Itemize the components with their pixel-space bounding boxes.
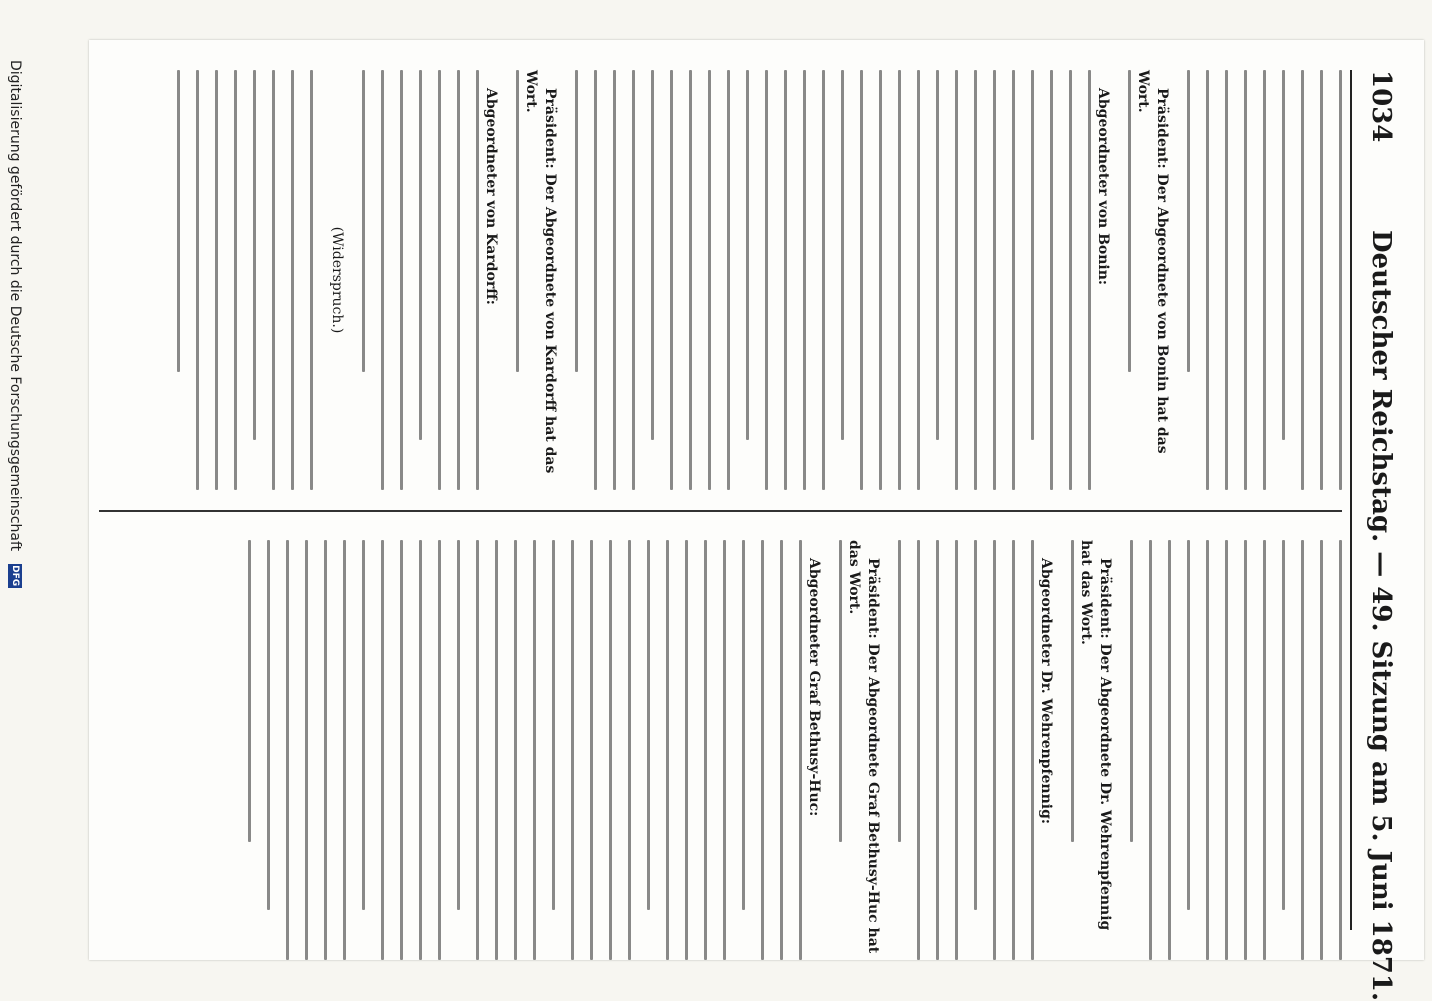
text-line bbox=[708, 70, 711, 490]
text-line bbox=[1149, 540, 1152, 960]
digitization-imprint bbox=[2, 60, 28, 940]
text-line bbox=[381, 70, 384, 490]
speaker-paragraph bbox=[327, 70, 346, 490]
text-line bbox=[727, 70, 730, 490]
illegible-text-lines bbox=[1130, 540, 1342, 960]
text-line bbox=[400, 540, 403, 960]
text-line bbox=[1069, 70, 1072, 490]
text-line bbox=[689, 70, 692, 490]
scanned-page bbox=[89, 40, 1424, 1001]
interjection-note: (Widerspruch.) bbox=[329, 226, 345, 334]
text-line bbox=[594, 70, 597, 490]
speaker-attribution: Präsident: Der Abgeordnete von Kardorff hat das Wort. bbox=[523, 70, 558, 474]
text-line bbox=[1244, 70, 1247, 490]
speaker-paragraph bbox=[1128, 70, 1171, 490]
text-line bbox=[1263, 540, 1266, 960]
text-line bbox=[1031, 70, 1034, 440]
text-line bbox=[780, 540, 783, 960]
illegible-text-lines bbox=[575, 70, 1091, 490]
text-line bbox=[974, 540, 977, 910]
speaker-paragraph bbox=[248, 540, 823, 960]
illegible-text-lines bbox=[177, 70, 313, 490]
text-line bbox=[1050, 70, 1053, 490]
speaker-attribution: Abgeordneter Graf Bethusy-Huc: bbox=[806, 558, 822, 817]
speaker-attribution: Abgeordneter von Bonin: bbox=[1095, 88, 1111, 286]
text-line bbox=[974, 70, 977, 490]
text-line bbox=[685, 540, 688, 960]
text-line bbox=[324, 540, 327, 960]
text-line bbox=[1168, 540, 1171, 960]
dfg-logo: DFG bbox=[10, 565, 20, 587]
text-line bbox=[516, 70, 519, 372]
text-line bbox=[1130, 540, 1133, 842]
text-line bbox=[628, 540, 631, 960]
text-line bbox=[1012, 540, 1015, 960]
text-line bbox=[647, 540, 650, 910]
text-line bbox=[1225, 70, 1228, 490]
speaker-paragraph bbox=[362, 70, 500, 490]
text-line bbox=[1339, 70, 1342, 490]
text-line bbox=[670, 70, 673, 490]
illegible-text-lines bbox=[248, 540, 802, 960]
text-line bbox=[803, 70, 806, 490]
text-line bbox=[1282, 540, 1285, 910]
text-line bbox=[860, 70, 863, 490]
text-line bbox=[1301, 540, 1304, 960]
speaker-paragraph bbox=[1071, 540, 1114, 960]
text-line bbox=[765, 70, 768, 490]
text-line bbox=[533, 540, 536, 960]
text-line bbox=[362, 70, 365, 372]
speaker-attribution: Präsident: Der Abgeordnete Graf Bethusy-Huc hat das Wort. bbox=[846, 540, 881, 954]
speaker-attribution: Präsident: Der Abgeordnete Dr. Wehrenpfennig hat das Wort. bbox=[1078, 540, 1113, 931]
text-line bbox=[1187, 70, 1190, 372]
text-line bbox=[575, 70, 578, 372]
text-line bbox=[1225, 540, 1228, 960]
text-line bbox=[272, 70, 275, 490]
page-header bbox=[1350, 70, 1404, 1001]
illegible-text-lines bbox=[839, 540, 842, 960]
page-number: 1034 bbox=[1366, 70, 1396, 143]
text-line bbox=[746, 70, 749, 440]
text-line bbox=[651, 70, 654, 440]
text-line bbox=[955, 70, 958, 490]
illegible-text-lines bbox=[516, 70, 519, 490]
text-line bbox=[305, 540, 308, 960]
text-line bbox=[343, 540, 346, 960]
text-line bbox=[590, 540, 593, 960]
text-line bbox=[419, 540, 422, 960]
text-line bbox=[310, 70, 313, 490]
text-line bbox=[457, 540, 460, 910]
text-line bbox=[936, 540, 939, 960]
text-line bbox=[476, 70, 479, 490]
text-line bbox=[514, 540, 517, 960]
text-line bbox=[438, 540, 441, 960]
text-line bbox=[799, 540, 802, 960]
text-line bbox=[419, 70, 422, 440]
text-line bbox=[1282, 70, 1285, 440]
text-line bbox=[1244, 540, 1247, 960]
text-line bbox=[761, 540, 764, 960]
text-line bbox=[400, 70, 403, 490]
speaker-paragraph bbox=[516, 70, 559, 490]
text-paragraph bbox=[177, 70, 313, 490]
speaker-paragraph bbox=[898, 540, 1055, 960]
speaker-attribution: Abgeordneter von Kardorff: bbox=[483, 88, 499, 305]
text-line bbox=[571, 540, 574, 960]
text-line bbox=[267, 540, 270, 910]
illegible-text-lines bbox=[1187, 70, 1342, 490]
text-line bbox=[286, 540, 289, 960]
text-line bbox=[457, 70, 460, 490]
text-line bbox=[1088, 70, 1091, 490]
illegible-text-lines bbox=[898, 540, 1034, 960]
text-line bbox=[784, 70, 787, 490]
text-line bbox=[1263, 70, 1266, 490]
text-line bbox=[248, 540, 251, 842]
text-line bbox=[917, 70, 920, 490]
text-line bbox=[936, 70, 939, 440]
text-line bbox=[196, 70, 199, 490]
text-line bbox=[704, 540, 707, 960]
illegible-text-lines bbox=[362, 70, 479, 490]
illegible-text-lines bbox=[1071, 540, 1074, 960]
text-line bbox=[362, 540, 365, 910]
text-line bbox=[917, 540, 920, 960]
text-paragraph bbox=[1130, 540, 1342, 960]
text-line bbox=[1012, 70, 1015, 490]
running-title: Deutscher Reichstag. — 49. Sitzung am 5. Juni 1871. bbox=[1366, 230, 1396, 1001]
text-column-left bbox=[99, 70, 1342, 490]
text-line bbox=[898, 540, 901, 842]
text-line bbox=[613, 70, 616, 490]
text-line bbox=[438, 70, 441, 490]
text-line bbox=[234, 70, 237, 490]
text-line bbox=[1187, 540, 1190, 910]
text-line bbox=[841, 70, 844, 440]
text-line bbox=[552, 540, 555, 910]
text-line bbox=[723, 540, 726, 960]
text-line bbox=[879, 70, 882, 490]
text-line bbox=[381, 540, 384, 960]
text-line bbox=[291, 70, 294, 490]
text-line bbox=[822, 70, 825, 490]
text-line bbox=[1320, 70, 1323, 490]
illegible-text-lines bbox=[1128, 70, 1131, 490]
text-line bbox=[666, 540, 669, 960]
text-line bbox=[177, 70, 180, 372]
text-line bbox=[476, 540, 479, 960]
text-line bbox=[632, 70, 635, 490]
text-line bbox=[1206, 70, 1209, 490]
speaker-attribution: Abgeordneter Dr. Wehrenpfennig: bbox=[1038, 558, 1054, 825]
speaker-paragraph bbox=[575, 70, 1112, 490]
text-line bbox=[1031, 540, 1034, 960]
speaker-paragraph bbox=[839, 540, 882, 960]
text-line bbox=[1206, 540, 1209, 960]
text-line bbox=[955, 540, 958, 960]
text-column-right bbox=[99, 540, 1342, 960]
text-line bbox=[1301, 70, 1304, 490]
text-line bbox=[253, 70, 256, 440]
imprint-text: Digitalisierung gefördert durch die Deutsche Forschungsgemeinschaft bbox=[7, 60, 23, 552]
text-line bbox=[495, 540, 498, 960]
text-line bbox=[1128, 70, 1131, 372]
text-line bbox=[993, 70, 996, 490]
text-line bbox=[1071, 540, 1074, 842]
speaker-attribution: Präsident: Der Abgeordnete von Bonin hat das Wort. bbox=[1135, 70, 1170, 454]
text-line bbox=[742, 540, 745, 910]
text-line bbox=[898, 70, 901, 490]
text-paragraph bbox=[1187, 70, 1342, 490]
column-divider bbox=[99, 510, 1342, 512]
text-line bbox=[1320, 540, 1323, 960]
text-line bbox=[609, 540, 612, 960]
text-line bbox=[993, 540, 996, 960]
text-line bbox=[215, 70, 218, 490]
text-line bbox=[1339, 540, 1342, 960]
text-line bbox=[839, 540, 842, 842]
